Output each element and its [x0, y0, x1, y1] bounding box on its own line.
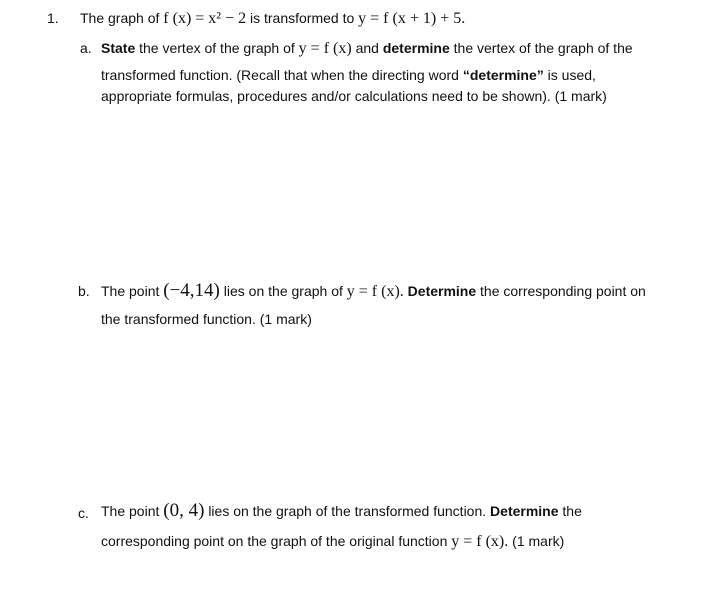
intro-lead: The graph of [80, 10, 160, 26]
part-a-equation: y = f (x) [298, 40, 352, 57]
part-a-line-1 [101, 38, 633, 59]
part-a-line-2-text: transformed function. (Recall that when the directing word [101, 67, 459, 83]
part-c-text-2: lies on the graph of the transformed function. [208, 503, 487, 519]
part-a-line-2-bold: “determine” [462, 67, 544, 83]
part-a-line-2 [101, 65, 596, 85]
question-number: 1. [47, 10, 59, 26]
part-b-label: b. [78, 283, 90, 299]
part-a-text-1: the vertex of the graph of [139, 40, 295, 56]
part-c-bold-determine: Determine [490, 503, 559, 519]
part-b-line-1 [101, 281, 646, 302]
transformed-equation: y = f (x + 1) + 5. [358, 10, 466, 27]
part-b-text-1: The point [101, 283, 160, 299]
part-b-point: (−4,14) [163, 280, 220, 301]
part-c-line-2 [101, 531, 564, 552]
part-a-text-3: the vertex of the graph of the [453, 40, 633, 56]
part-b-text-3: the corresponding point on [480, 283, 646, 299]
part-b-equation: y = f (x). [346, 283, 404, 300]
part-b-line-2: the transformed function. (1 mark) [101, 311, 312, 327]
part-c-equation: y = f (x). [451, 533, 509, 550]
part-b-text-2: lies on the graph of [223, 283, 343, 299]
part-c-point: (0, 4) [163, 500, 205, 521]
part-c-text-3: the [562, 503, 582, 519]
question-intro [80, 8, 465, 29]
part-c-label: c. [78, 505, 89, 521]
part-a-bold-determine: determine [382, 40, 450, 56]
intro-middle: is transformed to [250, 10, 355, 26]
part-c-line-1 [101, 501, 582, 521]
part-c-line-2-tail: (1 mark) [512, 533, 565, 549]
part-a-label: a. [80, 40, 92, 56]
part-b-bold-determine: Determine [407, 283, 477, 299]
part-a-line-2-tail: is used, [547, 67, 596, 83]
part-c-line-2-text: corresponding point on the graph of the original function [101, 533, 448, 549]
part-c-text-1: The point [101, 503, 160, 519]
part-a-text-2: and [355, 40, 379, 56]
part-a-line-3: appropriate formulas, procedures and/or calculations need to be shown). (1 mark) [101, 88, 607, 104]
function-definition: f (x) = x² − 2 [163, 10, 247, 27]
part-a-bold-state: State [101, 40, 136, 56]
